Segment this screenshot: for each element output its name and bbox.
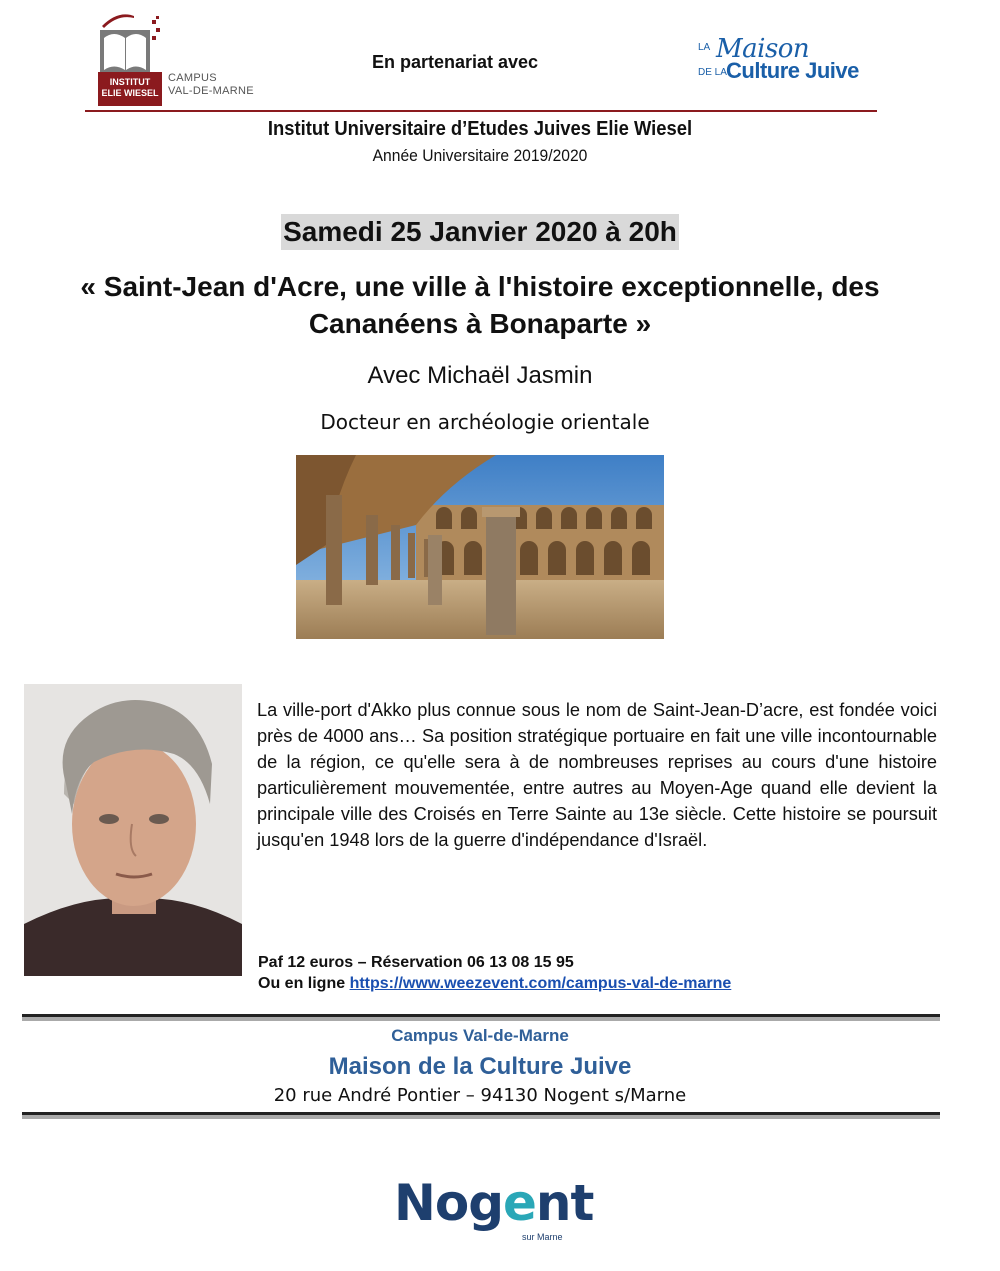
partner-text: En partenariat avec [371, 52, 539, 72]
institut-elie-wiesel-logo [96, 6, 271, 106]
nogent-part3: nt [535, 1174, 594, 1232]
online-prefix: Ou en ligne [258, 975, 350, 992]
logo-line1: INSTITUT [109, 77, 151, 87]
academic-year: Année Universitaire 2019/2020 [372, 146, 588, 165]
event-title: « Saint-Jean d'Acre, une ville à l'histoire exceptionnelle, des Cananéens à Bonaparte » [80, 271, 880, 339]
footer-venue: Maison de la Culture Juive [328, 1053, 632, 1080]
logo-dela: DE LA [698, 67, 727, 78]
portrait-image [24, 684, 242, 976]
speaker-name: Avec Michaël Jasmin [367, 362, 593, 389]
institut-plate [98, 72, 162, 106]
logo-la: LA [698, 42, 711, 53]
nogent-wordmark [394, 1174, 593, 1232]
online-booking-line [258, 973, 938, 994]
booking-link[interactable]: https://www.weezevent.com/campus-val-de-marne [349, 975, 732, 992]
nogent-part1: Nog [394, 1174, 503, 1232]
event-date-row [0, 214, 960, 250]
institute-title: Institut Universitaire d’Etudes Juives Elie Wiesel [267, 118, 693, 140]
maison-culture-juive-logo [696, 34, 866, 90]
event-date: Samedi 25 Janvier 2020 à 20h [281, 214, 679, 250]
nogent-sub: sur Marne [522, 1232, 563, 1242]
speaker-credentials: Docteur en archéologie orientale [320, 410, 650, 434]
campus-line2: VAL-DE-MARNE [168, 85, 254, 97]
price-reservation: Paf 12 euros – Réservation 06 13 08 15 95 [258, 954, 574, 971]
footer-divider-top [22, 1014, 940, 1021]
campus-label [168, 72, 254, 98]
booking-info [258, 952, 938, 994]
footer-divider-bottom [22, 1112, 940, 1119]
logo-culture: Culture Juive [726, 58, 859, 83]
courtyard-photo [296, 455, 664, 639]
footer-campus: Campus Val-de-Marne [391, 1026, 569, 1045]
header-divider [85, 110, 877, 112]
campus-line1: CAMPUS [168, 72, 217, 84]
nogent-logo [380, 1170, 594, 1255]
logo-maison: Maison [716, 34, 810, 64]
logo-line2: ELIE WIESEL [101, 88, 159, 98]
speaker-portrait [24, 684, 242, 976]
event-description: La ville-port d'Akko plus connue sous le nom de Saint-Jean-D’acre, est fondée voici près de 4000 ans… Sa position stratégique portuaire en fait une ville incontournable de la région, ce qu'elle sera à de nombreuses reprises au cours d'une histoire particulièrement mouvementée, entre autres au Moyen-Age quand elle devient la principale ville des Croisés en Terre Sainte au 13e siècle. Cette histoire se poursuit jusqu'en 1948 lors de la guerre d'indépendance d'Israël. [257, 700, 937, 850]
footer-address: 20 rue André Pontier – 94130 Nogent s/Marne [273, 1085, 687, 1106]
courtyard-image [296, 455, 664, 639]
nogent-part2: e [503, 1174, 536, 1232]
